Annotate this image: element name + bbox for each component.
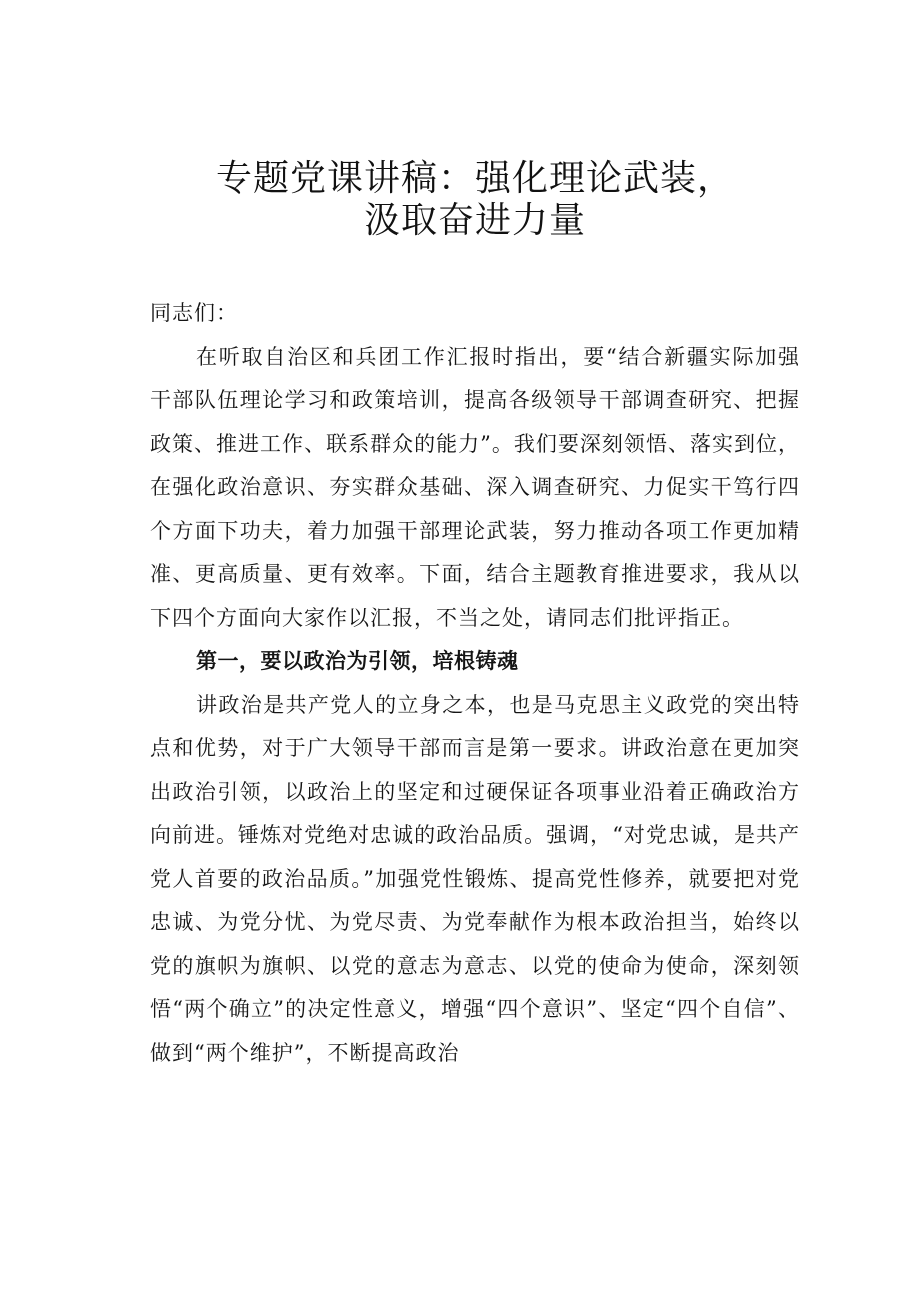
document-body <box>150 292 800 1075</box>
section-heading-1: 第一，要以政治为引领，培根铸魂 <box>196 649 519 673</box>
document-title-line-2: 汲取奋进力量 <box>363 200 586 241</box>
salutation: 同志们： <box>150 301 238 325</box>
document-title-line-1: 专题党课讲稿：强化理论武装， <box>215 158 734 199</box>
section-1-paragraph: 讲政治是共产党人的立身之本，也是马克思主义政党的突出特点和优势，对于广大领导干部而言是第一要求。讲政治意在更加突出政治引领，以政治上的坚定和过硬保证各项事业沿着正确政治方向前进。锤炼对党绝对忠诚的政治品质。强调，“对党忠诚，是共产党人首要的政治品质。”加强党性锻炼、提高党性修养，就要把对党忠诚、为党分忧、为党尽责、为党奉献作为根本政治担当，始终以党的旗帜为旗帜、以党的意志为意志、以党的使命为使命，深刻领悟“两个确立”的决定性意义，增强“四个意识”、坚定“四个自信”、做到“两个维护”，不断提高政治 <box>150 692 800 1065</box>
intro-paragraph: 在听取自治区和兵团工作汇报时指出，要“结合新疆实际加强干部队伍理论学习和政策培训，提高各级领导干部调查研究、把握政策、推进工作、联系群众的能力”。我们要深刻领悟、落实到位，在强化政治意识、夯实群众基础、深入调查研究、力促实干笃行四个方面下功夫，着力加强干部理论武装，努力推动各项工作更加精准、更高质量、更有效率。下面，结合主题教育推进要求，我从以下四个方面向大家作以汇报，不当之处，请同志们批评指正。 <box>150 344 800 630</box>
